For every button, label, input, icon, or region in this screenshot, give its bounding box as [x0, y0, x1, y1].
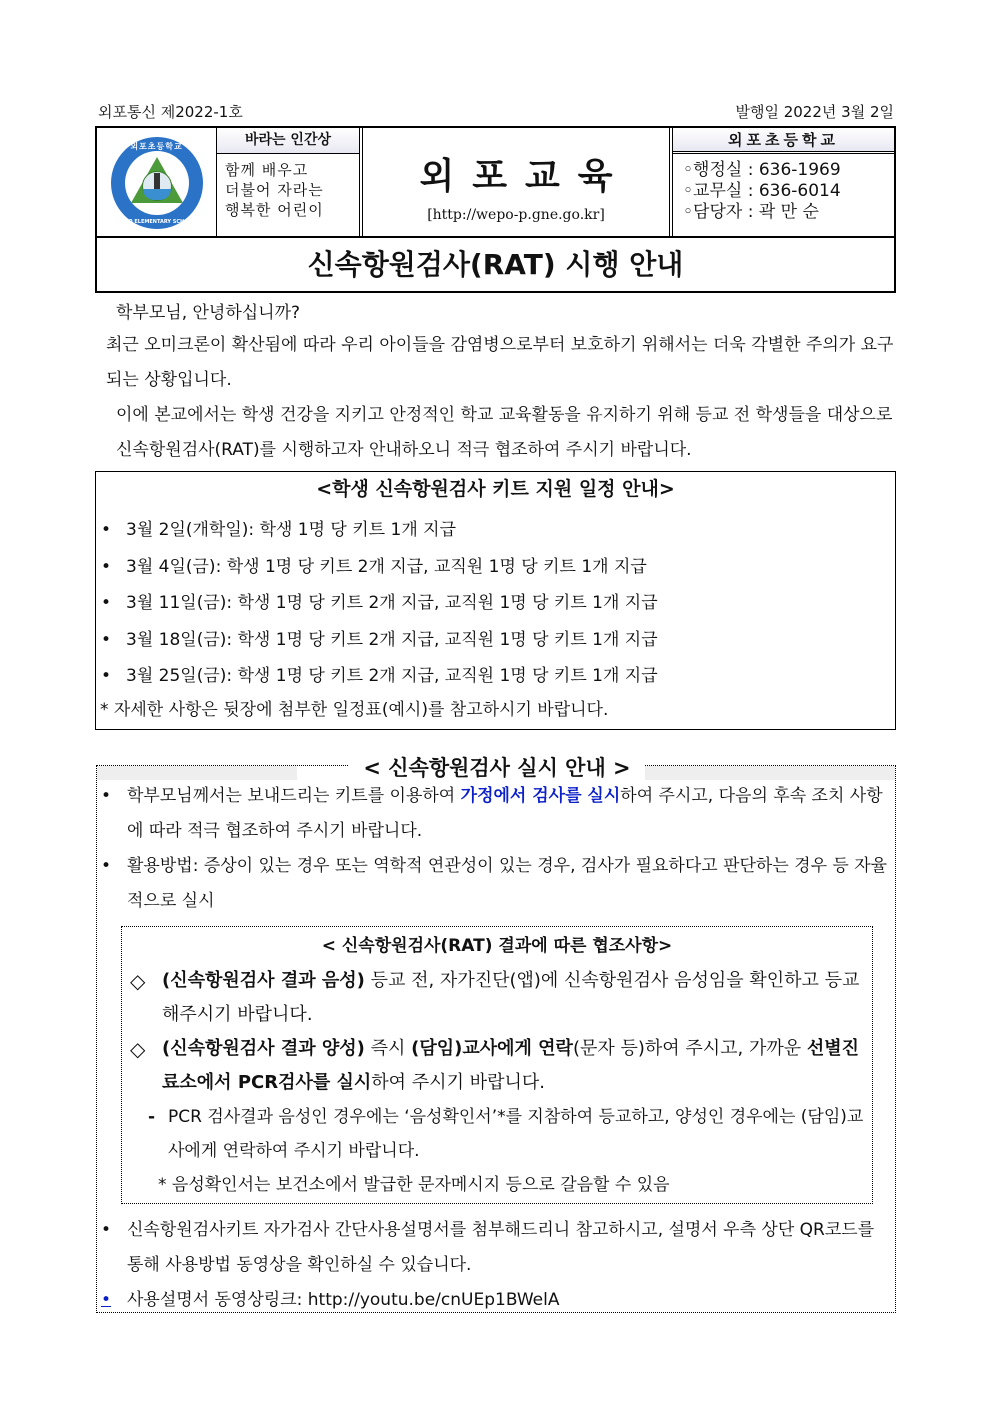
- positive-text: 즉시: [364, 1038, 412, 1059]
- result-positive: [122, 1032, 872, 1100]
- schedule-item: [96, 585, 895, 622]
- schedule-item-text: 3월 4일(금): 학생 1명 당 키트 2개 지급, 교직원 1명 당 키트 1개 지급: [126, 556, 647, 577]
- negative-label: (신속항원검사 결과 음성): [162, 970, 365, 991]
- test-guide-heading: [97, 752, 897, 782]
- motto-line: 더불어 자라는: [225, 181, 324, 199]
- kit-schedule-box: [95, 471, 896, 730]
- bullet-icon: •: [101, 629, 112, 650]
- result-negative: [122, 964, 872, 1032]
- motto-line: 행복한 어린이: [225, 201, 324, 219]
- motto-box: [217, 128, 363, 238]
- guide-text: 활용방법: 증상이 있는 경우 또는 역학적 연관성이 있는 경우, 검사가 필요하다고 판단하는 경우 등 자율적으로 실시: [127, 856, 888, 911]
- schedule-item-text: 3월 2일(개학일): 학생 1명 당 키트 1개 지급: [126, 520, 456, 540]
- schedule-item: [96, 658, 895, 695]
- bullet-icon: •: [101, 786, 112, 806]
- emblem-ring-bottom: OEPO ELEMENTARY SCHOOL: [117, 219, 196, 225]
- schedule-item: [96, 512, 895, 549]
- positive-text: 하여 주시기 바랍니다.: [371, 1072, 545, 1093]
- logo-cell: [97, 128, 217, 238]
- video-link-item: [97, 1283, 895, 1318]
- schedule-list: [96, 512, 895, 695]
- result-cooperation-box: [121, 926, 873, 1204]
- intro-paragraph-2: 이에 본교에서는 학생 건강을 지키고 안정적인 학교 교육활동을 유지하기 위해 등교 전 학생들을 대상으로 신속항원검사(RAT)를 시행하고자 안내하오니 적극 협조하여 주시기 바랍니다.: [116, 405, 893, 460]
- intro-paragraph-1: 최근 오미크론이 확산됨에 따라 우리 아이들을 감염병으로부터 보호하기 위해서는 더욱 각별한 주의가 요구되는 상황입니다.: [106, 335, 894, 390]
- negative-text: 등교 전, 자가진단(앱)에 신속항원검사 음성임을 확인하고 등교해주시기 바랍니다.: [162, 970, 860, 1025]
- bullet-icon: •: [101, 520, 112, 540]
- school-contact-box: [673, 128, 894, 238]
- bullet-icon: •: [101, 556, 112, 577]
- result-heading: < 신속항원검사(RAT) 결과에 따른 협조사항>: [321, 936, 673, 956]
- motto-body: [217, 154, 359, 220]
- emblem-ring-top: 외포초등학교: [130, 142, 183, 151]
- pcr-note: [122, 1100, 872, 1168]
- bullet-icon: •: [101, 856, 112, 876]
- motto-heading: 바라는 인간상: [217, 128, 359, 154]
- dash-icon: -: [148, 1107, 156, 1127]
- video-link-label: 사용설명서 동영상링크:: [127, 1290, 308, 1310]
- contact-person: ◦담당자 : 곽 만 순: [683, 202, 819, 222]
- manual-item: [97, 1213, 895, 1283]
- motto-line: 함께 배우고: [225, 161, 309, 179]
- bullet-icon: •: [101, 666, 112, 686]
- newsletter-title-box: [363, 128, 673, 238]
- bullet-icon: •: [101, 1220, 112, 1240]
- newsletter-title: 외포교육: [419, 156, 631, 197]
- contact-admin-office: ◦행정실 : 636-1969: [683, 160, 841, 180]
- schedule-note: * 자세한 사항은 뒷장에 첨부한 일정표(예시)를 참고하시기 바랍니다.: [100, 699, 609, 720]
- schedule-heading: <학생 신속항원검사 키트 지원 일정 안내>: [316, 478, 675, 500]
- pcr-note-text: PCR 검사결과 음성인 경우에는 ‘음성확인서’*를 지참하여 등교하고, 양성인 경우에는 (담임)교사에게 연락하여 주시기 바랍니다.: [168, 1107, 864, 1161]
- school-emblem-icon: [111, 137, 203, 229]
- contact-list: [673, 154, 894, 223]
- issue-number: 외포통신 제2022-1호: [98, 103, 243, 121]
- highlight-home-test: 가정에서 검사를 실시: [460, 786, 621, 806]
- test-guide-list: [97, 779, 895, 919]
- positive-pcr-test: 선별진료소에서 PCR검사를 실시: [162, 1038, 860, 1093]
- contact-teachers-office: ◦교무실 : 636-6014: [683, 181, 841, 201]
- school-website-url[interactable]: [http://wepo-p.gne.go.kr]: [427, 207, 605, 223]
- bullet-icon: •: [101, 1290, 112, 1310]
- newsletter-header: [98, 101, 894, 123]
- intro-section: [106, 298, 896, 468]
- diamond-icon: ◇: [130, 969, 146, 993]
- schedule-item: [96, 622, 895, 659]
- schedule-item-text: 3월 25일(금): 학생 1명 당 키트 2개 지급, 교직원 1명 당 키트 1개 지급: [126, 666, 658, 686]
- school-name: 외포초등학교: [673, 128, 894, 154]
- guide-text: 하여 주시고, 다음의 후속 조치 사항에 따라 적극 협조하여 주시기 바랍니다.: [127, 786, 883, 841]
- manual-list: [97, 1213, 895, 1318]
- page-title: 신속항원검사(RAT) 시행 안내: [95, 236, 896, 293]
- diamond-icon: ◇: [130, 1037, 146, 1061]
- result-footnote: * 음성확인서는 보건소에서 발급한 문자메시지 등으로 갈음할 수 있음: [158, 1175, 670, 1195]
- schedule-item-text: 3월 11일(금): 학생 1명 당 키트 2개 지급, 교직원 1명 당 키트 1개 지급: [126, 593, 658, 613]
- masthead: [95, 126, 896, 238]
- schedule-item: [96, 549, 895, 586]
- test-guide-heading-text: < 신속항원검사 실시 안내 >: [349, 756, 644, 780]
- manual-text: 신속항원검사키트 자가검사 간단사용설명서를 첨부해드리니 참고하시고, 설명서 우측 상단 QR코드를 통해 사용방법 동영상을 확인하실 수 있습니다.: [127, 1220, 875, 1275]
- guide-item-usage: [97, 849, 895, 919]
- greeting: 학부모님, 안녕하십니까?: [116, 303, 301, 323]
- positive-label: (신속항원검사 결과 양성): [162, 1038, 365, 1059]
- guide-text: 학부모님께서는 보내드리는 키트를 이용하여: [127, 786, 461, 806]
- guide-item-home-test: [97, 779, 895, 849]
- positive-contact-teacher: (담임)교사에게 연락: [411, 1038, 573, 1059]
- publish-date: 발행일 2022년 3월 2일: [735, 103, 894, 121]
- positive-text: (문자 등)하여 주시고, 가까운: [572, 1038, 807, 1059]
- schedule-item-text: 3월 18일(금): 학생 1명 당 키트 2개 지급, 교직원 1명 당 키트 1개 지급: [126, 629, 658, 650]
- test-guide-box: [96, 756, 896, 1313]
- video-link[interactable]: http://youtu.be/cnUEp1BWelA: [307, 1290, 560, 1310]
- bullet-icon: •: [101, 593, 112, 613]
